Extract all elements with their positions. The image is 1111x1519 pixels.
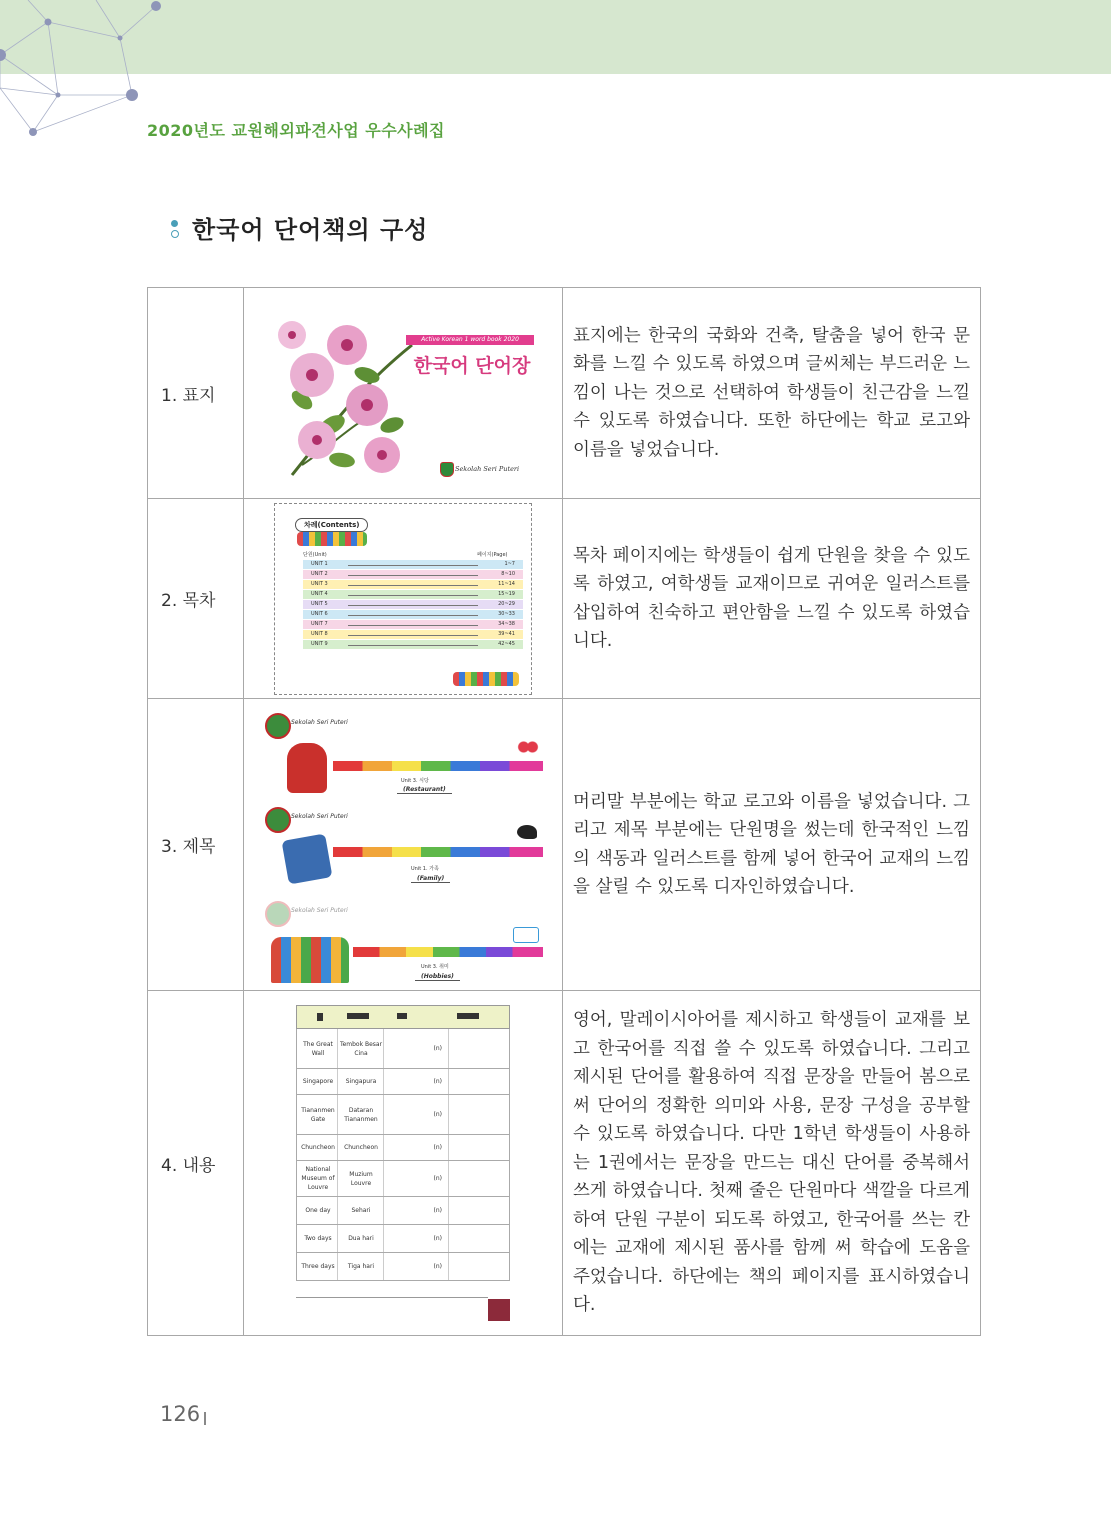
bullet-icon [168,214,180,242]
unit-title-en: (Family) [411,875,450,883]
vocab-pos: (n) [385,1253,449,1280]
contents-entry-pages: 20~29 [498,600,515,607]
contents-heading: 차례(Contents) [295,518,368,532]
vocab-pos: (n) [385,1135,449,1160]
cover-image-cell [244,288,563,499]
contents-entry-pages: 8~10 [501,570,515,577]
book-illustration-icon [282,833,333,884]
contents-entry-leader [348,615,478,616]
contents-entry [303,560,523,569]
content-image-cell [244,991,563,1336]
cover-image [272,305,534,481]
school-logo-icon [265,901,291,927]
vocab-header-row [296,1005,510,1029]
math-icon [513,927,539,943]
contents-entry-unit: UNIT 8 [311,630,328,637]
table-row-content [148,991,981,1336]
vocab-row [296,1161,510,1197]
school-logo-icon [265,807,291,833]
contents-entry-unit: UNIT 6 [311,610,328,617]
vocab-pos: (n) [385,1029,449,1068]
contents-entry-unit: UNIT 3 [311,580,328,587]
row-description: 목차 페이지에는 학생들이 쉽게 단원을 찾을 수 있도록 하였고, 여학생들 교재이므로 귀여운 일러스트를 삽입하여 친숙하고 편안함을 느낄 수 있도록 하였습니다. [563,499,981,699]
vocab-row [296,1225,510,1253]
title-pages-image [261,703,545,987]
contents-entry-pages: 30~33 [498,610,515,617]
page-footer-line [296,1297,488,1298]
contents-entry-unit: UNIT 2 [311,570,328,577]
contents-entry-leader [348,605,478,606]
vocab-pos: (n) [385,1225,449,1252]
contents-entry-unit: UNIT 1 [311,560,328,567]
vocab-malay: Muzium Louvre [339,1161,384,1196]
vocab-english: Three days [299,1253,338,1280]
row-label: 2. 목차 [148,499,244,699]
vocab-pos: (n) [385,1197,449,1224]
page-number: 126 [160,1402,201,1426]
title-image-cell [244,699,563,991]
unit-title-en: (Restaurant) [397,786,452,794]
vocab-malay: Dua hari [339,1225,384,1252]
table-row-title [148,699,981,991]
contents-entry-pages: 15~19 [498,590,515,597]
cover-banner-text: Active Korean 1 word book 2020 [421,336,519,343]
cover-school-name: Sekolah Seri Puteri [455,465,520,473]
running-title: 2020년도 교원해외파견사업 우수사례집 [147,121,446,140]
contents-entry-pages: 39~41 [498,630,515,637]
vocab-english: Two days [299,1225,338,1252]
vocab-row [296,1095,510,1135]
contents-entry [303,590,523,599]
school-name: Sekolah Seri Puteri [291,718,348,726]
vocab-row [296,1253,510,1281]
vocab-pos: (n) [385,1069,449,1094]
page-marker-icon [488,1299,510,1321]
row-label: 3. 제목 [148,699,244,991]
contents-entry-pages: 1~7 [504,560,515,567]
king-illustration-icon [287,743,327,793]
table-row-cover [148,288,981,499]
vocab-malay: Sehari [339,1197,384,1224]
table-row-contents [148,499,981,699]
kids-illustration-bottom-icon [453,672,519,686]
vocab-malay: Tiga hari [339,1253,384,1280]
contents-entry-pages: 34~38 [498,620,515,627]
row-description: 영어, 말레이시아어를 제시하고 학생들이 교재를 보고 한국어를 직접 쓸 수 있도록 하였습니다. 그리고 제시된 단어를 활용하여 직접 문장을 만들어 봄으로써 단어의 정확한 의미와 사용, 문장 구성을 공부할 수 있도록 하였습니다. 다만 1학년 학생들이 사용하는 1권에서는 문장을 만드는 대신 단어를 중복해서 쓰게 하였습니다. 첫째 줄은 단원마다 색깔을 다르게 하여 단원 구분이 되도록 하였고, 한국어를 쓰는 칸에는 교재에 제시된 품사를 함께 써 학습에 도움을 주었습니다. 하단에는 책의 페이지를 표시하였습니다. [563,991,981,1336]
row-label: 1. 표지 [148,288,244,499]
contents-entry [303,570,523,579]
unit-title-en: (Hobbies) [415,973,460,981]
vocab-malay: Chuncheon [339,1135,384,1160]
tulip-icon [517,739,539,759]
contents-entry-unit: UNIT 5 [311,600,328,607]
title-panel-hobbies [261,897,545,987]
saekdong-stripe [333,761,543,771]
vocab-malay: Dataran Tiananmen [339,1095,384,1134]
contents-entry-unit: UNIT 9 [311,640,328,647]
vocab-pos: (n) [385,1161,449,1196]
section-heading [168,210,428,245]
contents-entry-leader [348,575,478,576]
contents-entry-leader [348,635,478,636]
contents-entry-leader [348,645,478,646]
title-panel-family [261,803,545,895]
col-page-header: 페이지(Page) [477,551,508,558]
contents-image-cell [244,499,563,699]
contents-entry [303,580,523,589]
vocab-row [296,1197,510,1225]
school-name: Sekolah Seri Puteri [291,906,348,914]
unit-title-ko: Unit 3. 식당 [401,777,429,784]
contents-entry-leader [348,595,478,596]
people-illustration-icon [271,937,349,983]
contents-entry [303,620,523,629]
vocab-malay: Tembok Besar Cina [339,1029,384,1068]
contents-entry [303,600,523,609]
vocab-row [296,1069,510,1095]
contents-entry-unit: UNIT 7 [311,620,328,627]
cover-title: 한국어 단어장 [413,355,531,377]
row-label: 4. 내용 [148,991,244,1336]
composition-table [147,287,981,1336]
page-number-divider [204,1412,206,1425]
magpie-icon [517,825,537,839]
contents-image [274,503,532,695]
row-description: 표지에는 한국의 국화와 건축, 탈춤을 넣어 한국 문화를 느낄 수 있도록 하였으며 글씨체는 부드러운 느낌이 나는 것으로 선택하여 학생들이 친근감을 느낄 수 있도록 하였습니다. 또한 하단에는 학교 로고와 이름을 넣었습니다. [563,288,981,499]
contents-entry-leader [348,585,478,586]
unit-title-ko: Unit 1. 가족 [411,865,439,872]
saekdong-stripe [353,947,543,957]
vocab-pos: (n) [385,1095,449,1134]
vocab-row [296,1029,510,1069]
vocab-english: One day [299,1197,338,1224]
vocab-english: The Great Wall [299,1029,338,1068]
title-panel-restaurant [261,709,545,801]
contents-entry-leader [348,625,478,626]
contents-entry-pages: 11~14 [498,580,515,587]
contents-entry-leader [348,565,478,566]
contents-entry [303,610,523,619]
section-title: 한국어 단어책의 구성 [192,215,429,244]
contents-entry [303,640,523,649]
vocab-row [296,1135,510,1161]
school-logo-icon [440,462,454,477]
vocab-english: Singapore [299,1069,338,1094]
vocab-english: Tiananmen Gate [299,1095,338,1134]
col-unit-header: 단원(Unit) [303,551,327,558]
contents-entry-unit: UNIT 4 [311,590,328,597]
vocab-english: Chuncheon [299,1135,338,1160]
row-description: 머리말 부분에는 학교 로고와 이름을 넣었습니다. 그리고 제목 부분에는 단원명을 썼는데 한국적인 느낌의 색동과 일러스트를 함께 넣어 한국어 교재의 느낌을 살릴 수 있도록 디자인하였습니다. [563,699,981,991]
saekdong-stripe [333,847,543,857]
content-page-image [296,1005,510,1321]
school-name: Sekolah Seri Puteri [291,812,348,820]
school-logo-icon [265,713,291,739]
vocab-english: National Museum of Louvre [299,1161,338,1196]
unit-title-ko: Unit 3. 취미 [421,963,449,970]
contents-entry-pages: 42~45 [498,640,515,647]
kids-illustration-icon [297,532,367,546]
contents-entry [303,630,523,639]
vocab-malay: Singapura [339,1069,384,1094]
